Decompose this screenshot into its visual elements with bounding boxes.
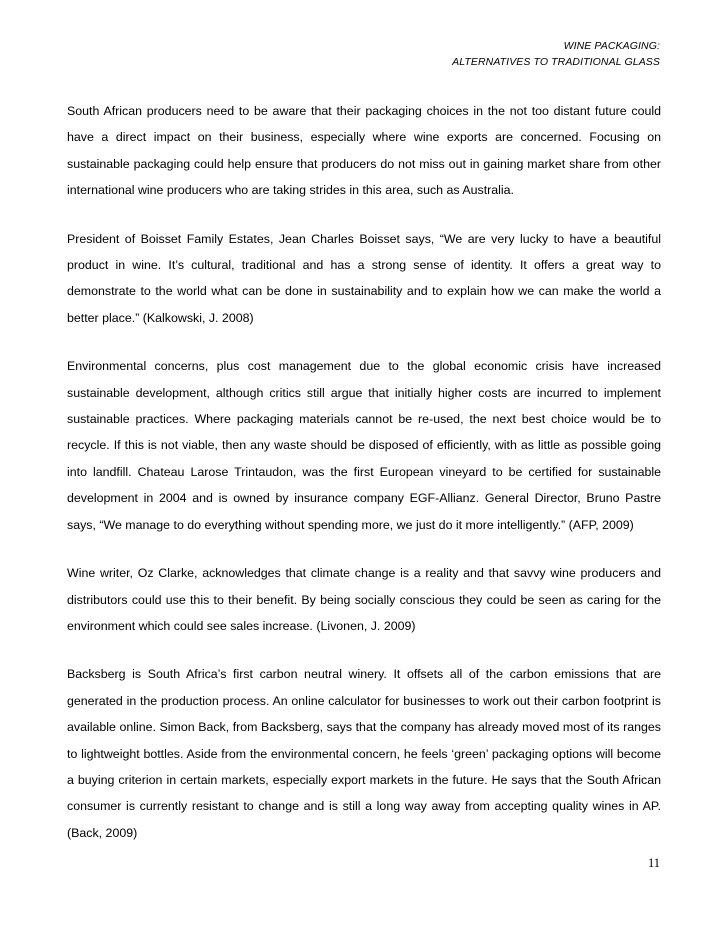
paragraph-3: Environmental concerns, plus cost management due to the global economic crisis have increased sustainable development, although critics still argue that initially higher costs are incurred to implement sustainable practices. Where packaging materials cannot be re-used, the next best choice would be to recycle. If this is not viable, then any waste should be disposed of efficiently, with as little as possible going into landfill. Chateau Larose Trintaudon, was the first European vineyard to be certified for sustainable development in 2004 and is owned by insurance company EGF-Allianz. General Director, Bruno Pastre says, “We manage to do everything without spending more, we just do it more intelligently.” (AFP, 2009) <box>67 359 661 532</box>
header-title-line1: WINE PACKAGING: <box>563 40 660 52</box>
header-title-line2: ALTERNATIVES TO TRADITIONAL GLASS <box>452 56 660 68</box>
paragraph-4: Wine writer, Oz Clarke, acknowledges that climate change is a reality and that savvy wine producers and distributors could use this to their benefit. By being socially conscious they could be seen as caring for the environment which could see sales increase. (Livonen, J. 2009) <box>67 566 661 633</box>
paragraph-5: Backsberg is South Africa’s first carbon neutral winery. It offsets all of the carbon emissions that are generated in the production process. An online calculator for businesses to work out their carbon footprint is available online. Simon Back, from Backsberg, says that the company has already moved most of its ranges to lightweight bottles. Aside from the environmental concern, he feels ‘green’ packaging options will become a buying criterion in certain markets, especially export markets in the future. He says that the South African consumer is currently resistant to change and is still a long way away from accepting quality wines in AP. (Back, 2009) <box>67 667 661 840</box>
body-text <box>67 98 661 868</box>
page-number: 11 <box>647 856 660 870</box>
paragraph-1: South African producers need to be aware that their packaging choices in the not too distant future could have a direct impact on their business, especially where wine exports are concerned. Focusing on sustainable packaging could help ensure that producers do not miss out in gaining market share from other international wine producers who are taking strides in this area, such as Australia. <box>67 104 661 198</box>
paragraph-2: President of Boisset Family Estates, Jean Charles Boisset says, “We are very lucky to have a beautiful product in wine. It’s cultural, traditional and has a strong sense of identity. It offers a great way to demonstrate to the world what can be done in sustainability and to explain how we can make the world a better place.” (Kalkowski, J. 2008) <box>67 231 661 325</box>
running-header <box>452 38 660 70</box>
